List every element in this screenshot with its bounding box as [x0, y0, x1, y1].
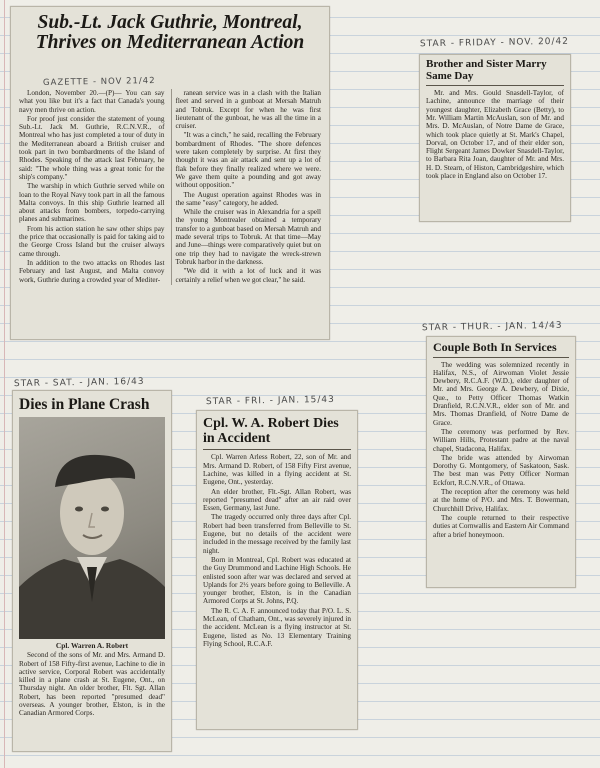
clipping-guthrie — [10, 6, 330, 340]
paragraph: An elder brother, Flt.-Sgt. Allan Robert, was reported "presumed dead" after an air raid over Essen, Germany, last June. — [203, 487, 351, 513]
accident-headline: Cpl. W. A. Robert Dies in Accident — [203, 416, 339, 446]
divider — [203, 449, 351, 450]
paragraph: ranean service was in a clash with the Italian fleet and served in a gunboat at Mersah Matruh and Tobruk. Except for when he was first lieutenant of the gunboat, he was all the time in a cruiser. — [175, 89, 321, 131]
couple-handwritten-date: STAR - THUR. - JAN. 14/43 — [421, 320, 563, 334]
paragraph: While the cruiser was in Alexandria for a spell the young Montrealer obtained a temporary transfer to a gunboat based on Mersah Matruh and made several trips to Tobruk. At that time—May and June—things were comparatively quiet but on one trip they had to navigate the wreck-strewn Tobruk harbor in the darkness. — [175, 208, 321, 266]
guthrie-handwritten-date: GAZETTE - NOV 21/42 — [42, 76, 156, 88]
paragraph: Cpl. Warren Arless Robert, 22, son of Mr. and Mrs. Armand D. Robert, of 158 Fifty First avenue, Lachine, was killed in a flying accident at St. Eugene, Ont., yesterday. — [203, 453, 351, 487]
guthrie-right-column — [171, 89, 322, 285]
paragraph: The bride was attended by Airwoman Dorothy G. Montgomery, of Saskatoon, Sask. The best man was Petty Officer Norman Eckfort, R.C.N.V.R., of Ottawa. — [433, 453, 569, 487]
paragraph: "We did it with a lot of luck and it was certainly a relief when we got clear," he said. — [175, 267, 321, 284]
paragraph: In addition to the two attacks on Rhodes last February and last August, and Malta convoy work, Guthrie during a crowded year of Mediter- — [19, 258, 165, 284]
plane-crash-body — [13, 651, 171, 717]
paragraph: From his action station he saw other ships pay the price that occasionally is paid for taking aid to the George Cross Island but the cruiser always came through. — [19, 224, 165, 258]
clipping-couple-services — [426, 336, 576, 588]
portrait-photo — [19, 417, 165, 639]
divider — [426, 85, 564, 86]
paragraph: The ceremony was performed by Rev. William Hills, Protestant padre at the naval chapel, Stadacona, Halifax. — [433, 427, 569, 453]
paragraph: The couple returned to their respective duties at Cornwallis and Eastern Air Command after a brief honeymoon. — [433, 513, 569, 539]
paragraph: Mr. and Mrs. Gould Snasdell-Taylor, of Lachine, announce the marriage of their youngest daughter, Elizabeth Grace (Betty), to Mr. William Martin McAuslan, son of Mr. and Mrs. D. McAuslan, of Notre Dame de Grace, which took place quietly at St. Mark's Chapel, Dorval, on October 17, and of their elder son, Flight Sergeant James Dowker Snasdell-Taylor, to Barbara Rita Joan, daughter of Mr. and Mrs. H. D. Stearn, of Histon, Cambridgeshire, which took place in England also on October 17. — [426, 89, 564, 181]
paragraph: The August operation against Rhodes was in the same "easy" category, he added. — [175, 190, 321, 207]
couple-body — [427, 361, 575, 539]
guthrie-left-column — [19, 89, 165, 285]
paragraph: "It was a cinch," he said, recalling the February bombardment of Rhodes. "The shore defences were taken completely by surprise. At first they thought it was an air attack and sent up a lot of flak before they finally realized where we were. We gave them quite a pounding and got away without opposition." — [175, 131, 321, 190]
paragraph: For proof just consider the statement of young Sub.-Lt. Jack M. Guthrie, R.C.N.V.R., of Montreal who has just completed a tour of duty in the Mediterranean aboard a British cruiser and took part in two bombardments of the Island of Rhodes. Speaking of the attack last February, he said: "The whole thing was a great tonic for the ship's company." — [19, 114, 165, 181]
accident-body — [197, 453, 357, 648]
clipping-robert-accident — [196, 410, 358, 730]
soldier-portrait-icon — [19, 417, 165, 639]
paragraph: The R. C. A. F. announced today that P/O. L. S. McLean, of Chatham, Ont., was severely injured in the accident. McLean is a flying instructor at St. Eugene, listed as No. 13 Elementary Training Flying School, R.C.A.F. — [203, 606, 351, 648]
paragraph: The reception after the ceremony was held at the home of P/O. and Mrs. T. Bowerman, Churchhill Drive, Halifax. — [433, 488, 569, 513]
marry-handwritten-date: STAR - FRIDAY - NOV. 20/42 — [419, 36, 570, 50]
notebook-margin-line — [4, 0, 5, 768]
guthrie-columns — [19, 89, 321, 285]
paragraph: Second of the sons of Mr. and Mrs. Armand D. Robert of 158 Fifty-first avenue, Lachine to die in active service, Corporal Robert was accidentally killed in a plane crash at St. Eugene, Ont., on Thursday night. An older brother, Flt. Sgt. Allan Robert, has been reported "presumed dead" overseas. A younger brother, Elston, is in the Canadian Armored Corps. — [19, 651, 165, 718]
portrait-caption: Cpl. Warren A. Robert — [55, 641, 129, 651]
paragraph: London, November 20.—(P)— You can say what you like but it's a fact that Canada's young navy men thrive on action. — [19, 89, 165, 114]
paragraph: The tragedy occurred only three days after Cpl. Robert had been transferred from Belleville to St. Eugene, but no details of the accident were included in the message received by the family last night. — [203, 513, 351, 555]
paragraph: The wedding was solemnized recently in Halifax, N.S., of Airwoman Violet Jessie Dewbery, R.C.A.F. (W.D.), elder daughter of Mr. and Mrs. George A. Dewbery, of Dixie, Que., to Petty Officer Thomas Watkin Dranfield, R.C.N.V.R., elder son of Mr. and Mrs. Thomas Dranfield, of Notre Dame de Grace. — [433, 360, 569, 427]
plane-crash-headline: Dies in Plane Crash — [19, 396, 150, 413]
marry-body — [420, 89, 570, 180]
couple-headline: Couple Both In Services — [433, 340, 557, 354]
accident-handwritten-date: STAR - FRI. - JAN. 15/43 — [205, 394, 335, 408]
paragraph: Born in Montreal, Cpl. Robert was educated at the Guy Drummond and Lachine High Schools. He enlisted soon after war was declared and served at Uplands for 2½ years before going to Belleville. A younger brother, Elston, is in the Canadian Armored Corps at St. Johns, P.Q. — [203, 555, 351, 606]
divider — [433, 357, 569, 358]
plane-crash-handwritten-date: STAR - SAT. - JAN. 16/43 — [13, 376, 145, 390]
guthrie-headline: Sub.-Lt. Jack Guthrie, Montreal, Thrives on Mediterranean Action — [35, 12, 305, 54]
clipping-brother-sister — [419, 54, 571, 222]
clipping-plane-crash — [12, 390, 172, 752]
marry-headline: Brother and Sister Marry Same Day — [426, 58, 547, 82]
paragraph: The warship in which Guthrie served while on loan to the Royal Navy took part in all the famous Malta convoys. In this ship Guthrie learned all about attacks from bombers, torpedo-carrying planes and submarines. — [19, 182, 165, 224]
